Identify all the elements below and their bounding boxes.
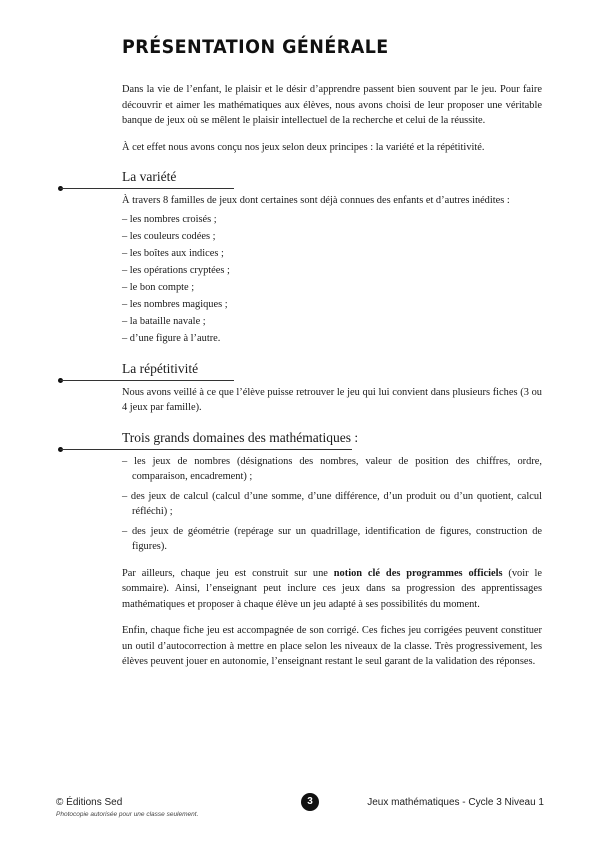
page-number-badge: 3 <box>301 793 319 811</box>
list-item: – la bataille navale ; <box>122 316 206 328</box>
publisher-credit: © Éditions Sed <box>56 797 123 808</box>
section-title-variete: La variété <box>122 169 177 184</box>
section-domaines <box>122 430 542 555</box>
series-title: Jeux mathématiques - Cycle 3 Niveau 1 <box>367 797 544 808</box>
section-repetitivite <box>122 361 542 416</box>
list-item: – les couleurs codées ; <box>122 230 216 242</box>
key-notion-emphasis: notion clé des programmes officiels <box>333 567 503 579</box>
section-variete <box>122 169 542 347</box>
variete-list <box>122 212 542 347</box>
list-item: – les opérations cryptées ; <box>122 264 230 276</box>
list-item: – le bon compte ; <box>122 281 195 293</box>
list-item: – d’une figure à l’autre. <box>122 333 221 345</box>
variete-lead: À travers 8 familles de jeux dont certaines sont déjà connues des enfants et d’autres inédites : <box>122 195 510 206</box>
domaines-list <box>122 454 542 555</box>
intro-paragraph-1: Dans la vie de l’enfant, le plaisir et le désir d’apprendre passent bien souvent par le jeu. Pour faire découvrir et aimer les mathématiques aux élèves, nous avons choisi de leur proposer une véritable banque de jeux où se mêlent le plaisir intellectuel de la recherche et celui de la réussite. <box>122 84 542 126</box>
section-title-domaines: Trois grands domaines des mathématiques : <box>122 429 359 445</box>
section-rule <box>60 380 234 381</box>
photocopy-note: Photocopie autorisée pour une classe seulement. <box>56 811 199 818</box>
list-item: – des jeux de calcul (calcul d’une somme, d’une différence, d’un produit ou d’un quotient, calcul réfléchi) ; <box>122 490 542 518</box>
intro-paragraph-2: À cet effet nous avons conçu nos jeux selon deux principes : la variété et la répétitivité. <box>122 141 485 153</box>
paragraph-enfin: Enfin, chaque fiche jeu est accompagnée de son corrigé. Ces fiches jeu corrigées peuvent constituer un outil d’autocorrection à mettre en place selon les niveaux de la classe. Très progressivement, les élèves peuvent jouer en autonomie, l’enseignant restant le seul garant de la validation des réponses. <box>122 625 542 668</box>
main-content <box>122 82 542 681</box>
list-item: – les nombres magiques ; <box>122 298 228 310</box>
section-rule <box>60 449 352 450</box>
section-rule <box>60 188 234 189</box>
repetitivite-text: Nous avons veillé à ce que l’élève puisse retrouver le jeu qui lui convient dans plusieurs fiches (3 ou 4 jeux par famille). <box>122 386 542 414</box>
list-item: – des jeux de géométrie (repérage sur un quadrillage, identification de figures, construction de figures). <box>122 525 542 553</box>
paragraph-ailleurs: Par ailleurs, chaque jeu est construit sur une notion clé des programmes officiels (voir le sommaire). Ainsi, l’enseignant peut inclure ces jeux dans sa progression des apprentissages mathématiques et proposer à chaque élève un jeu adapté à ses possibilités du moment. <box>122 567 542 610</box>
list-item: – les nombres croisés ; <box>122 213 217 225</box>
section-title-repetitivite: La répétitivité <box>122 360 199 376</box>
page-title: PRÉSENTATION GÉNÉRALE <box>122 36 389 58</box>
list-item: – les boîtes aux indices ; <box>122 247 224 259</box>
list-item: – les jeux de nombres (désignations des nombres, valeur de position des chiffres, ordre, comparaison, encadrement) ; <box>122 455 542 483</box>
